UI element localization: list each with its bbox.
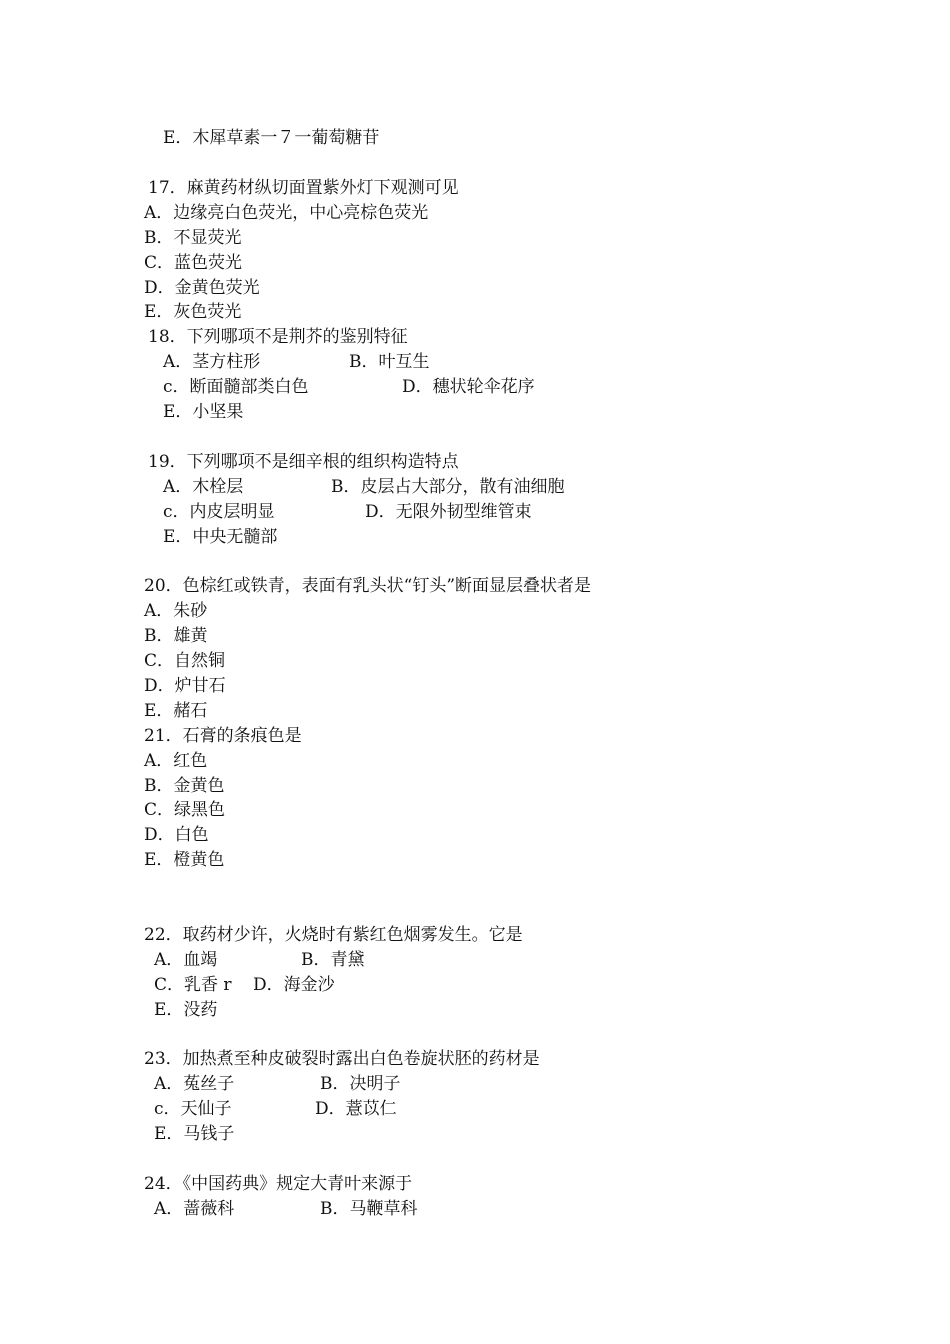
q21-option-b: B．金黄色 (144, 776, 225, 796)
q20-option-b: B．雄黄 (144, 626, 208, 646)
q20-stem: 20．色棕红或铁青，表面有乳头状“钉头”断面显层叠状者是 (144, 576, 592, 596)
q22-option-b: B．青黛 (301, 950, 365, 970)
q18-option-a: A．茎方柱形 (163, 352, 261, 372)
q22-option-c: C．乳香 r (154, 975, 232, 995)
q18-option-e: E．小坚果 (163, 402, 244, 422)
q23-option-e: E．马钱子 (154, 1124, 235, 1144)
q19-option-d: D．无限外韧型维管束 (365, 502, 532, 522)
q24-stem: 24．《中国药典》规定大青叶来源于 (144, 1174, 413, 1194)
q21-option-c: C．绿黑色 (144, 800, 226, 820)
q18-option-d: D．穗状轮伞花序 (402, 377, 535, 397)
q23-option-c: c．天仙子 (154, 1099, 232, 1119)
q17-stem: 17．麻黄药材纵切面置紫外灯下观测可见 (148, 178, 459, 198)
q21-stem: 21．石膏的条痕色是 (144, 726, 302, 746)
q23-option-a: A．菟丝子 (154, 1074, 235, 1094)
q21-option-a: A．红色 (144, 751, 208, 771)
q19-option-a: A．木栓层 (163, 477, 244, 497)
q17-option-b: B．不显荧光 (144, 228, 242, 248)
q20-option-e: E．赭石 (144, 701, 208, 721)
q16-option-e: E．木犀草素一７一葡萄糖苷 (163, 128, 380, 148)
q23-option-b: B．决明子 (320, 1074, 401, 1094)
q21-option-d: D．白色 (144, 825, 209, 845)
q24-option-a: A．蔷薇科 (154, 1199, 235, 1219)
q20-option-d: D．炉甘石 (144, 676, 226, 696)
q24-option-b: B．马鞭草科 (320, 1199, 418, 1219)
q22-option-a: A．血竭 (154, 950, 218, 970)
q17-option-d: D．金黄色荧光 (144, 278, 260, 298)
q18-option-b: B．叶互生 (349, 352, 430, 372)
q19-option-c: c．内皮层明显 (163, 502, 275, 522)
q17-option-e: E．灰色荧光 (144, 302, 242, 322)
q21-option-e: E．橙黄色 (144, 850, 225, 870)
q18-stem: 18．下列哪项不是荆芥的鉴别特征 (148, 327, 408, 347)
q22-option-d: D．海金沙 (253, 975, 335, 995)
q20-option-c: C．自然铜 (144, 651, 226, 671)
q20-option-a: A．朱砂 (144, 601, 208, 621)
q17-option-a: A．边缘亮白色荧光，中心亮棕色荧光 (144, 203, 429, 223)
q19-option-e: E．中央无髓部 (163, 527, 278, 547)
q23-stem: 23．加热煮至种皮破裂时露出白色卷旋状胚的药材是 (144, 1049, 540, 1069)
q22-stem: 22．取药材少许，火烧时有紫红色烟雾发生。它是 (144, 925, 523, 945)
q18-option-c: c．断面髓部类白色 (163, 377, 309, 397)
q17-option-c: C．蓝色荧光 (144, 253, 243, 273)
q22-option-e: E．没药 (154, 1000, 218, 1020)
q19-option-b: B．皮层占大部分，散有油细胞 (331, 477, 565, 497)
q23-option-d: D．薏苡仁 (315, 1099, 397, 1119)
q19-stem: 19．下列哪项不是细辛根的组织构造特点 (148, 452, 459, 472)
